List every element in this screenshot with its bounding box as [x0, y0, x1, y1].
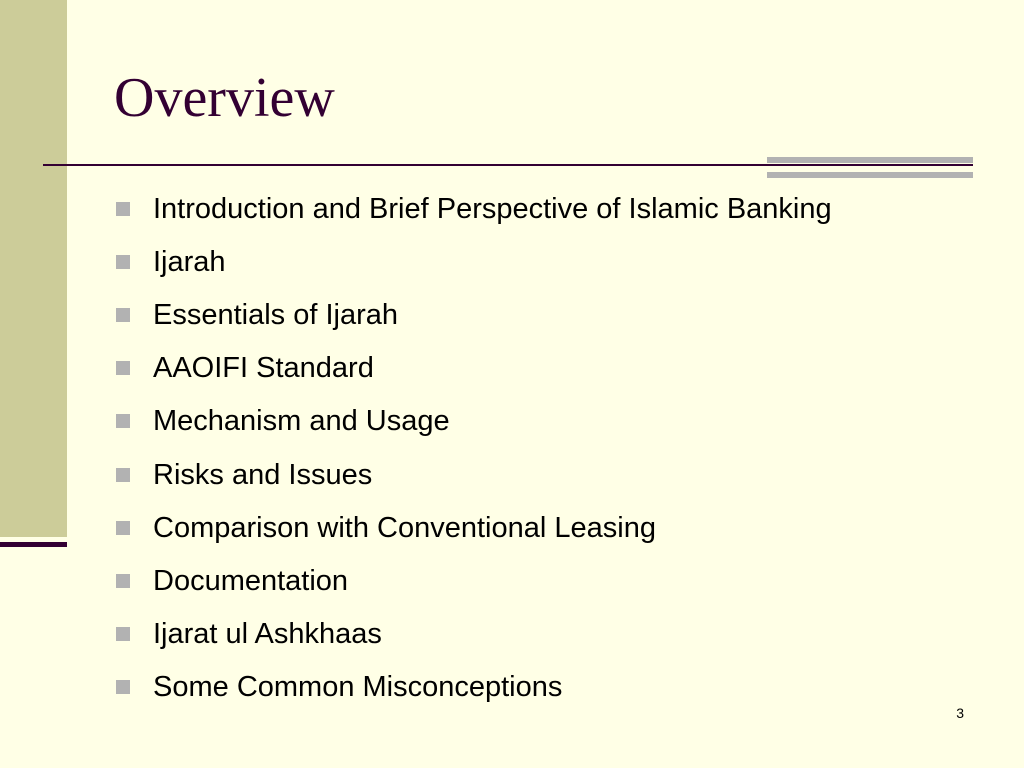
side-decorative-band — [0, 0, 67, 537]
list-item — [116, 342, 832, 395]
square-bullet-icon — [116, 308, 130, 322]
bullet-text: Documentation — [153, 564, 349, 597]
list-item — [116, 235, 832, 288]
square-bullet-icon — [116, 574, 130, 588]
bullet-text: Risks and Issues — [153, 458, 373, 491]
square-bullet-icon — [116, 627, 130, 641]
title-rule-accent-top — [767, 157, 973, 163]
title-rule — [43, 164, 973, 166]
list-item — [116, 395, 832, 448]
list-item — [116, 661, 832, 714]
bullet-text: Some Common Misconceptions — [153, 671, 563, 704]
page-number: 3 — [956, 705, 964, 721]
square-bullet-icon — [116, 202, 130, 216]
bullet-text: Comparison with Conventional Leasing — [153, 511, 656, 544]
bullet-text: Ijarah — [153, 245, 226, 278]
list-item — [116, 608, 832, 661]
title-rule-accent-bottom — [767, 172, 973, 178]
bullet-list — [116, 182, 832, 714]
list-item — [116, 501, 832, 554]
square-bullet-icon — [116, 414, 130, 428]
list-item — [116, 448, 832, 501]
bullet-text: Introduction and Brief Perspective of Islamic Banking — [153, 192, 832, 225]
square-bullet-icon — [116, 361, 130, 375]
list-item — [116, 554, 832, 607]
slide-title: Overview — [114, 67, 335, 129]
bullet-text: Mechanism and Usage — [153, 405, 450, 438]
side-band-underline — [0, 542, 67, 547]
square-bullet-icon — [116, 521, 130, 535]
bullet-text: Essentials of Ijarah — [153, 298, 399, 331]
list-item — [116, 182, 832, 235]
bullet-text: AAOIFI Standard — [153, 352, 374, 385]
square-bullet-icon — [116, 468, 130, 482]
bullet-text: Ijarat ul Ashkhaas — [153, 618, 382, 651]
square-bullet-icon — [116, 255, 130, 269]
list-item — [116, 288, 832, 341]
square-bullet-icon — [116, 680, 130, 694]
